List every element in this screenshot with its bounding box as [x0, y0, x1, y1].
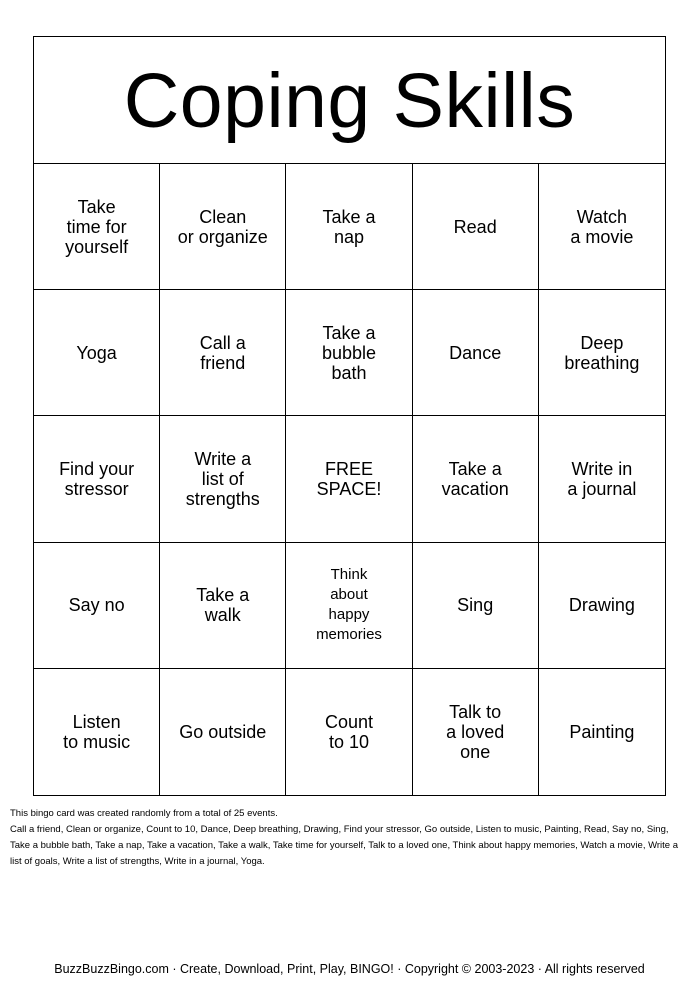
- bingo-cell: [160, 416, 286, 542]
- bingo-card: [33, 36, 666, 796]
- bingo-cell: [160, 164, 286, 290]
- bingo-cell: [413, 416, 539, 542]
- bingo-cell: [286, 164, 412, 290]
- cell-text: Deep breathing: [564, 332, 640, 373]
- bingo-cell: [34, 543, 160, 669]
- bingo-cell: [413, 543, 539, 669]
- bingo-cell: [413, 164, 539, 290]
- bingo-cell: [539, 669, 665, 795]
- cell-text: Yoga: [76, 342, 117, 363]
- cell-text: Talk to a loved one: [446, 701, 505, 762]
- bingo-cell: [286, 290, 412, 416]
- cell-text: Write a list of strengths: [185, 448, 260, 509]
- cell-text: Take a nap: [322, 206, 376, 247]
- card-title: Coping Skills: [123, 57, 576, 144]
- bingo-cell: [286, 543, 412, 669]
- bingo-cell: [539, 164, 665, 290]
- cell-text: Write in a journal: [567, 458, 637, 499]
- bingo-cell: [34, 290, 160, 416]
- free-space-cell: [286, 416, 412, 542]
- cell-text: Say no: [68, 595, 125, 616]
- bingo-cell: [160, 669, 286, 795]
- cell-text: Go outside: [179, 721, 267, 742]
- cell-text: Think about happy memories: [316, 566, 382, 644]
- bingo-cell: [286, 669, 412, 795]
- cell-text: Take a walk: [196, 585, 250, 626]
- cell-text: Call a friend: [199, 332, 246, 373]
- bingo-cell: [539, 416, 665, 542]
- cell-text: Find your stressor: [59, 458, 135, 499]
- card-info: [10, 806, 690, 870]
- footer-copyright: BuzzBuzzBingo.com · Create, Download, Print, Play, BINGO! · Copyright © 2003-2023 · All rights reserved: [54, 962, 645, 976]
- free-space-text: FREE SPACE!: [316, 458, 382, 499]
- bingo-cell: [160, 290, 286, 416]
- bingo-cell: [413, 669, 539, 795]
- cell-text: Take a bubble bath: [321, 322, 377, 383]
- cell-text: Sing: [457, 595, 494, 616]
- info-event-list: Call a friend, Clean or organize, Count to 10, Dance, Deep breathing, Drawing, Find your stressor, Go outside, Listen to music, Painting, Read, Say no, Sing, Take a bubble bath, Take a nap, Take a vacation, Take a walk, Take time for yourself, Talk to a loved one, Think about happy memories, Watch a movie, Write a list of goals, Write a list of strengths, Write in a journal, Yoga.: [10, 824, 679, 867]
- info-summary: This bingo card was created randomly from a total of 25 events.: [10, 808, 278, 819]
- cell-text: Count to 10: [324, 711, 374, 752]
- bingo-cell: [34, 669, 160, 795]
- cell-text: Take a vacation: [441, 458, 509, 499]
- cell-text: Take time for yourself: [65, 196, 129, 257]
- cell-text: Watch a movie: [570, 206, 634, 247]
- bingo-cell: [539, 290, 665, 416]
- bingo-cell: [539, 543, 665, 669]
- bingo-grid: [34, 164, 665, 795]
- cell-text: Read: [453, 216, 497, 237]
- bingo-cell: [160, 543, 286, 669]
- cell-text: Clean or organize: [177, 206, 268, 247]
- bingo-cell: [413, 290, 539, 416]
- cell-text: Drawing: [568, 595, 635, 616]
- bingo-cell: [34, 164, 160, 290]
- cell-text: Painting: [569, 721, 635, 742]
- bingo-cell: [34, 416, 160, 542]
- cell-text: Dance: [449, 342, 502, 363]
- title-row: [34, 37, 665, 164]
- cell-text: Listen to music: [63, 711, 131, 752]
